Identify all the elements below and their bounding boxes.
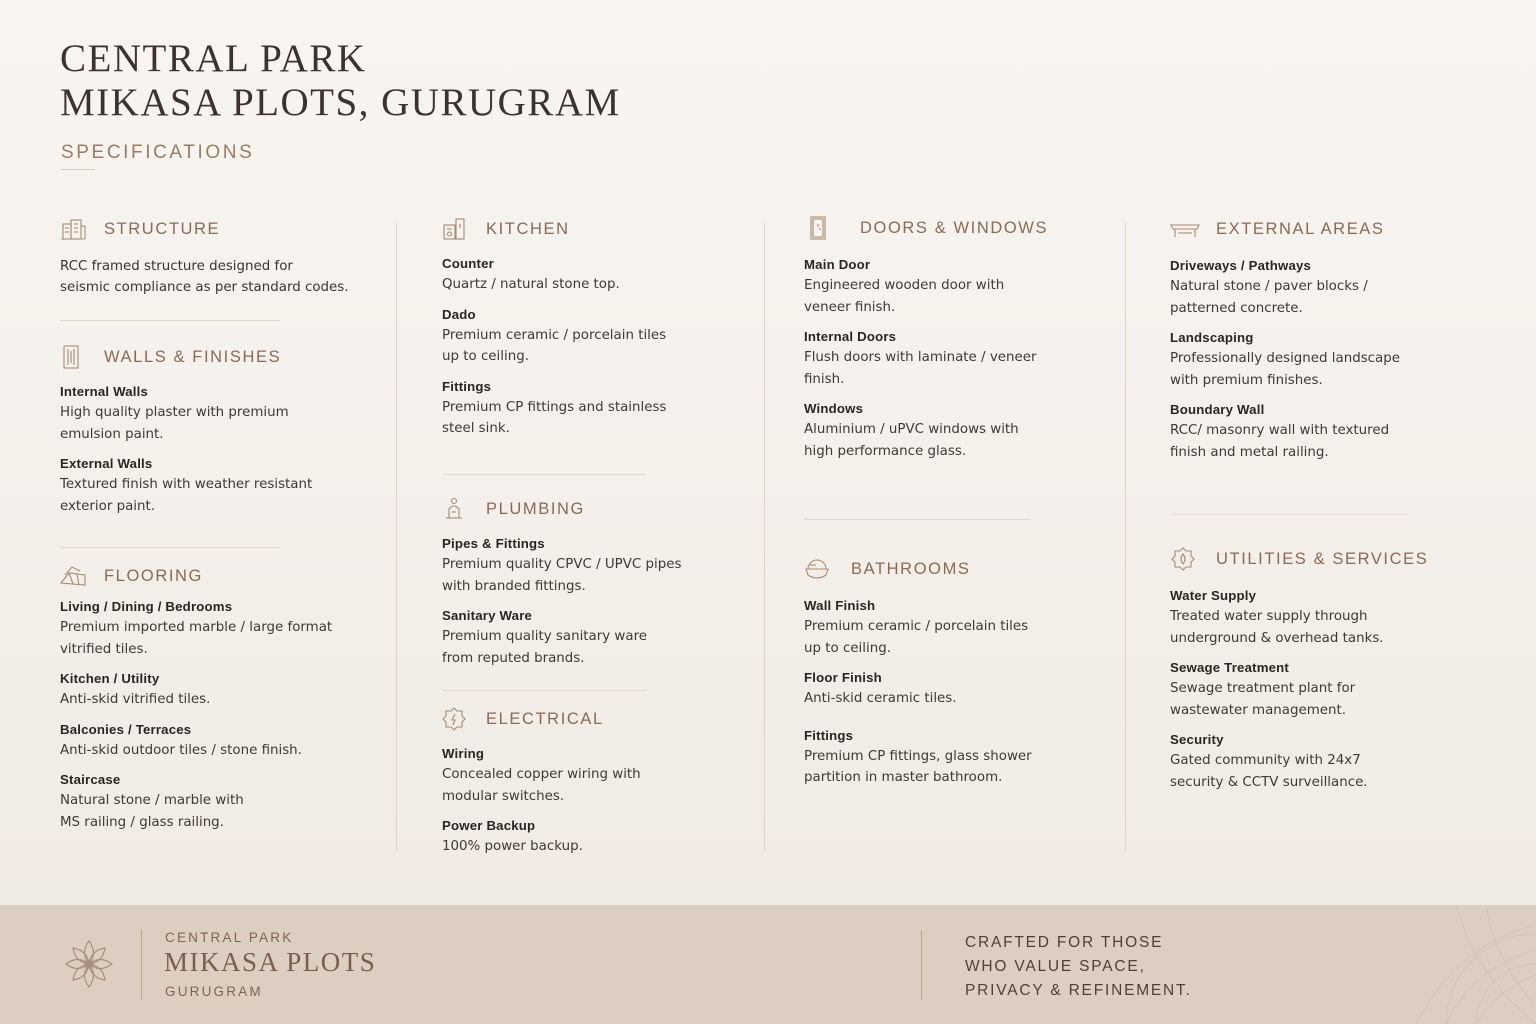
bench-icon	[1170, 216, 1200, 242]
section-walls-finishes	[60, 344, 380, 526]
section-divider	[60, 547, 280, 548]
spec-item: Sanitary Ware Premium quality sanitary ware from reputed brands.	[442, 608, 648, 666]
footer-divider	[921, 930, 922, 1000]
footer-brand-name: MIKASA PLOTS	[164, 947, 377, 977]
spec-item: Power Backup 100% power backup.	[442, 818, 583, 854]
section-text: RCC framed structure designed for seismic compliance as per standard codes.	[60, 259, 349, 295]
electrical-icon	[442, 706, 468, 732]
spec-item: Wiring Concealed copper wiring with modular switches.	[442, 746, 641, 804]
spec-item: Internal Doors Flush doors with laminate / veneer finish.	[804, 329, 1037, 387]
spec-item: Landscaping Professionally designed landscape with premium finishes.	[1170, 330, 1400, 388]
footer-divider	[141, 930, 142, 1000]
section-title: EXTERNAL AREAS	[1216, 219, 1385, 238]
section-title: FLOORING	[104, 566, 203, 585]
section-bathrooms	[804, 556, 1114, 798]
spec-item: Pipes & Fittings Premium quality CPVC / UPVC pipes with branded fittings.	[442, 536, 682, 594]
section-electrical	[442, 706, 752, 867]
footer-tagline-line2: WHO VALUE SPACE,	[965, 958, 1146, 975]
spec-item: Fittings Premium CP fittings and stainless steel sink.	[442, 378, 667, 436]
spec-item: Staircase Natural stone / marble with MS railing / glass railing.	[60, 772, 244, 830]
spec-item: Wall Finish Premium ceramic / porcelain tiles up to ceiling.	[804, 598, 1029, 656]
section-utilities-services	[1170, 546, 1500, 802]
spec-item: Counter Quartz / natural stone top.	[442, 256, 620, 292]
page-title-line1: CENTRAL PARK	[60, 37, 367, 80]
footer-brand-city: GURUGRAM	[165, 984, 263, 999]
decorative-pattern-icon	[1336, 905, 1536, 1024]
section-title: PLUMBING	[486, 499, 585, 518]
section-divider	[443, 690, 646, 691]
section-plumbing	[442, 496, 752, 678]
column-divider	[1125, 223, 1126, 851]
section-divider	[443, 474, 646, 475]
section-title: UTILITIES & SERVICES	[1216, 549, 1429, 568]
spec-item: Water Supply Treated water supply through underground & overhead tanks.	[1170, 588, 1384, 646]
spec-item: Windows Aluminium / uPVC windows with high performance glass.	[804, 401, 1019, 459]
door-icon	[804, 215, 830, 241]
spec-item: Internal Walls High quality plaster with premium emulsion paint.	[60, 384, 289, 442]
spec-item: External Walls Textured finish with weather resistant exterior paint.	[60, 456, 313, 514]
section-title: BATHROOMS	[851, 559, 971, 578]
spec-item: Boundary Wall RCC/ masonry wall with textured finish and metal railing.	[1170, 402, 1390, 460]
footer-brand-line1: CENTRAL PARK	[165, 930, 294, 945]
page-title-line2: MIKASA PLOTS, GURUGRAM	[60, 81, 621, 124]
footer	[0, 905, 1536, 1024]
floor-tiles-icon	[60, 563, 86, 589]
utilities-icon	[1170, 546, 1196, 572]
section-title: ELECTRICAL	[486, 709, 604, 728]
section-structure	[60, 216, 380, 298]
lotus-logo-icon	[60, 935, 118, 993]
page-subtitle: SPECIFICATIONS	[61, 142, 255, 163]
subtitle-divider	[61, 169, 95, 170]
kitchen-icon	[442, 216, 468, 242]
section-title: WALLS & FINISHES	[104, 347, 282, 366]
bathtub-icon	[804, 556, 830, 582]
footer-tagline-line3: PRIVACY & REFINEMENT.	[965, 982, 1192, 999]
section-doors-windows	[804, 215, 1114, 471]
column-divider	[764, 223, 765, 851]
section-flooring	[60, 563, 380, 842]
wall-panel-icon	[60, 344, 86, 370]
spec-item: Fittings Premium CP fittings, glass shower partition in master bathroom.	[804, 727, 1032, 785]
building-icon	[60, 216, 86, 242]
section-title: STRUCTURE	[104, 219, 221, 238]
spec-item: Sewage Treatment Sewage treatment plant for wastewater management.	[1170, 660, 1356, 718]
spec-item: Balconies / Terraces Anti-skid outdoor tiles / stone finish.	[60, 721, 302, 758]
spec-item: Dado Premium ceramic / porcelain tiles up to ceiling.	[442, 306, 667, 364]
section-kitchen	[442, 216, 752, 449]
section-title: KITCHEN	[486, 219, 570, 238]
column-divider	[396, 223, 397, 851]
section-external-areas	[1170, 216, 1500, 472]
plumbing-icon	[442, 496, 468, 522]
section-title: DOORS & WINDOWS	[860, 218, 1049, 237]
section-divider	[1172, 514, 1408, 515]
section-divider	[60, 320, 280, 321]
spec-item: Kitchen / Utility Anti-skid vitrified tiles.	[60, 671, 211, 707]
spec-item: Floor Finish Anti-skid ceramic tiles.	[804, 670, 957, 706]
footer-tagline-line1: CRAFTED FOR THOSE	[965, 934, 1164, 951]
spec-item: Security Gated community with 24x7 security & CCTV surveillance.	[1170, 732, 1368, 790]
spec-item: Driveways / Pathways Natural stone / paver blocks / patterned concrete.	[1170, 258, 1368, 316]
spec-item: Main Door Engineered wooden door with veneer finish.	[804, 257, 1005, 315]
spec-item: Living / Dining / Bedrooms Premium imported marble / large format vitrified tiles.	[60, 599, 333, 657]
section-divider	[804, 519, 1030, 520]
